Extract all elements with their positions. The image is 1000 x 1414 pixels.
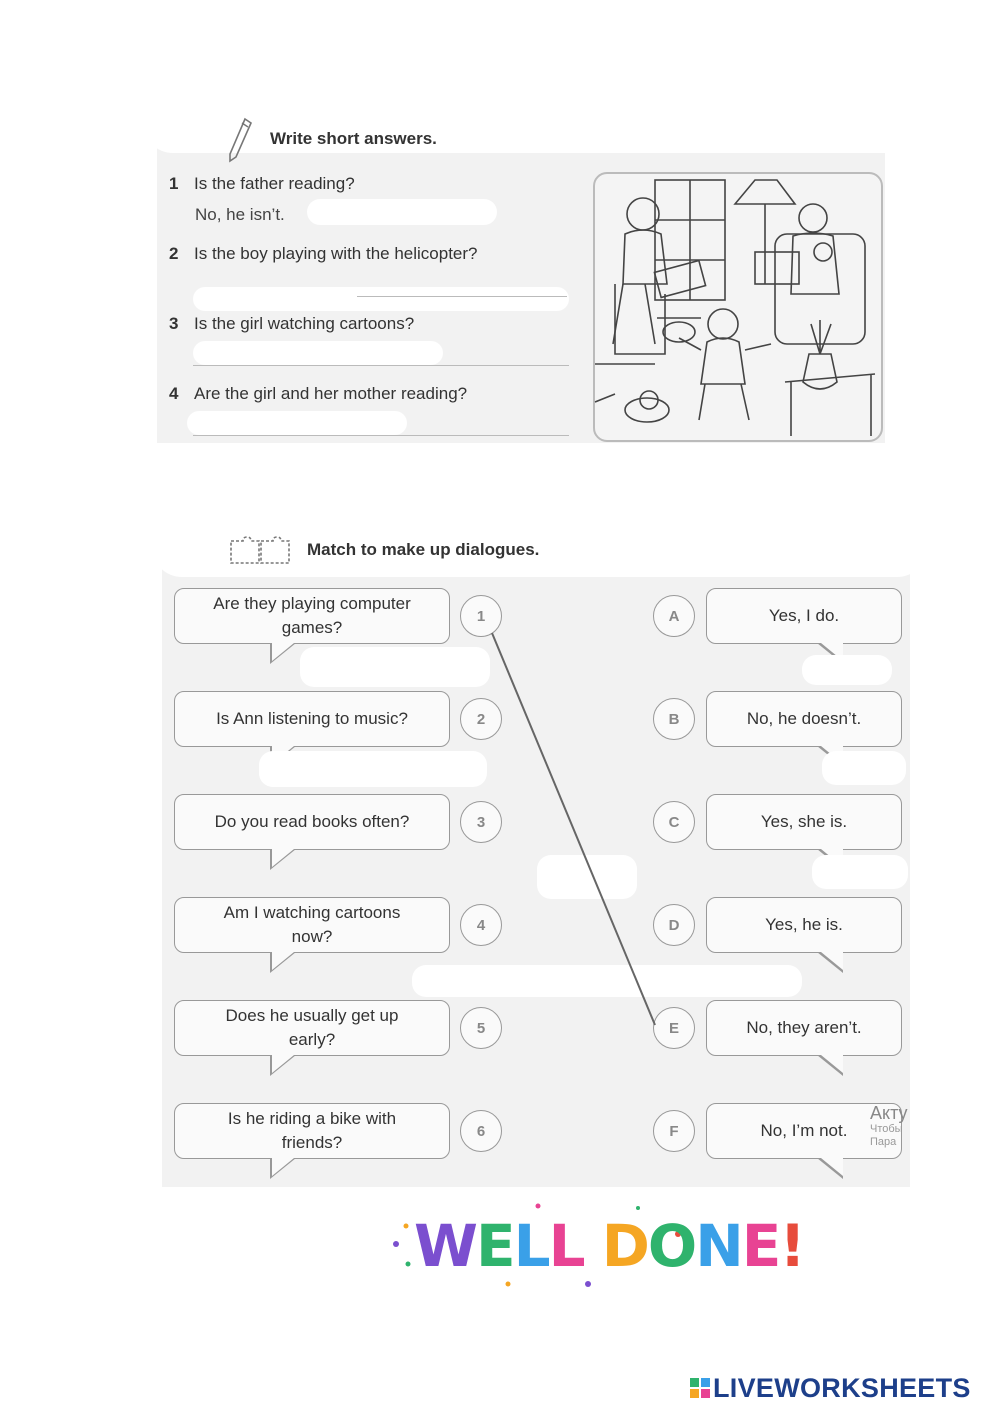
question-bubble-3: Do you read books often? <box>174 794 450 850</box>
answer-bubble-A: Yes, I do. <box>706 588 902 644</box>
answer-input-4[interactable] <box>187 411 407 435</box>
match-point-6[interactable]: 6 <box>460 1110 502 1152</box>
answer-bubble-F: No, I’m not. <box>706 1103 902 1159</box>
match-point-A[interactable]: A <box>653 595 695 637</box>
match-point-5[interactable]: 5 <box>460 1007 502 1049</box>
family-scene-image <box>595 174 881 440</box>
question-bubble-1: Are they playing computer games? <box>174 588 450 644</box>
short-answers-section <box>157 97 885 443</box>
masked-area <box>307 199 497 225</box>
match-point-C[interactable]: C <box>653 801 695 843</box>
match-point-B[interactable]: B <box>653 698 695 740</box>
pencil-icon <box>227 117 253 163</box>
masked-area <box>812 855 908 889</box>
well-done-logo <box>388 1198 804 1290</box>
answer-bubble-E: No, they aren’t. <box>706 1000 902 1056</box>
masked-area <box>412 965 802 997</box>
match-point-2[interactable]: 2 <box>460 698 502 740</box>
answer-line <box>357 296 567 297</box>
masked-area <box>300 647 490 687</box>
question-2: 2 Is the boy playing with the helicopter? <box>169 244 478 263</box>
question-bubble-6: Is he riding a bike with friends? <box>174 1103 450 1159</box>
question-4: 4 Are the girl and her mother reading? <box>169 384 468 403</box>
puzzle-icon <box>229 537 291 567</box>
answer-bubble-D: Yes, he is. <box>706 897 902 953</box>
section-title: Write short answers. <box>270 129 437 148</box>
match-point-E[interactable]: E <box>653 1007 695 1049</box>
masked-area <box>537 855 637 899</box>
windows-activation-watermark: Акту Чтобы Пара <box>870 1103 908 1148</box>
section-title: Match to make up dialogues. <box>307 540 540 559</box>
liveworksheets-logo[interactable] <box>690 1372 971 1404</box>
answer-input-2[interactable] <box>193 287 569 311</box>
masked-area <box>259 759 339 787</box>
masked-header <box>143 97 933 153</box>
masked-area <box>822 751 906 785</box>
brand-name: LIVEWORKSHEETS <box>713 1372 971 1403</box>
match-point-3[interactable]: 3 <box>460 801 502 843</box>
match-point-D[interactable]: D <box>653 904 695 946</box>
svg-text:WELL DONE!: WELL DONE! <box>414 1212 804 1280</box>
match-point-4[interactable]: 4 <box>460 904 502 946</box>
question-bubble-2: Is Ann listening to music? <box>174 691 450 747</box>
liveworksheets-icon <box>690 1378 710 1398</box>
answer-bubble-B: No, he doesn’t. <box>706 691 902 747</box>
family-illustration <box>593 172 883 442</box>
question-bubble-5: Does he usually get up early? <box>174 1000 450 1056</box>
question-3: 3 Is the girl watching cartoons? <box>169 314 415 333</box>
question-bubble-4: Am I watching cartoons now? <box>174 897 450 953</box>
answer-bubble-C: Yes, she is. <box>706 794 902 850</box>
match-point-1[interactable]: 1 <box>460 595 502 637</box>
masked-area <box>802 655 892 685</box>
match-dialogues-section <box>162 525 910 1187</box>
question-1: 1 Is the father reading? <box>169 174 355 193</box>
answer-line <box>193 435 569 436</box>
answer-line <box>193 365 569 366</box>
match-point-F[interactable]: F <box>653 1110 695 1152</box>
answer-input-3[interactable] <box>193 341 443 365</box>
well-done-banner <box>388 1198 804 1290</box>
example-answer: No, he isn’t. <box>195 205 285 224</box>
